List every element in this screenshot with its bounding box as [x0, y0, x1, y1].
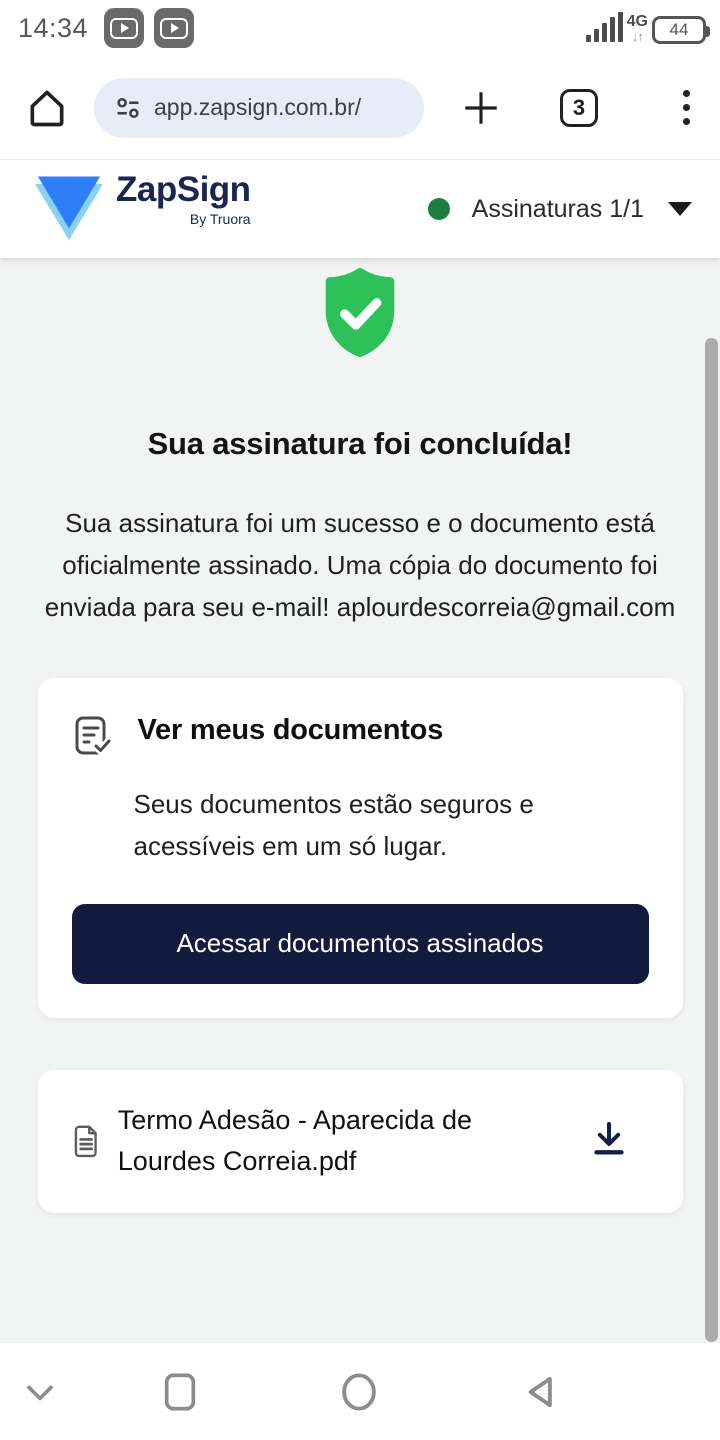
brand-name: ZapSign: [116, 170, 251, 209]
network-type-indicator: 4G ↓↑: [626, 13, 648, 44]
browser-toolbar: [0, 56, 720, 159]
access-signed-documents-button[interactable]: Acessar documentos assinados: [72, 904, 649, 984]
url-text: app.zapsign.com.br/: [154, 94, 362, 120]
status-bar: [0, 0, 720, 56]
signatures-label: Assinaturas 1/1: [471, 194, 644, 223]
browser-menu-button[interactable]: [677, 84, 696, 131]
site-settings-icon: [114, 94, 142, 122]
documents-card-description: Seus documentos estão seguros e acessíveis em um só lugar.: [133, 789, 534, 861]
recent-apps-button[interactable]: [150, 1343, 210, 1440]
home-circle-icon: [338, 1369, 380, 1415]
battery-icon: [652, 16, 706, 44]
android-nav-bar: [0, 1343, 720, 1440]
notification-icons: [104, 8, 194, 48]
signatures-dropdown[interactable]: [428, 195, 692, 224]
tab-switcher-button[interactable]: [560, 89, 598, 127]
documents-card: [38, 678, 683, 1017]
signal-strength-icon: [586, 12, 623, 42]
brand-subtitle: By Truora: [189, 210, 251, 227]
file-icon: [72, 1118, 100, 1164]
clock: 14:34: [18, 12, 89, 43]
download-icon: [589, 1118, 629, 1160]
home-nav-button[interactable]: [329, 1343, 389, 1440]
document-check-icon: [72, 714, 112, 758]
plus-icon: [460, 87, 502, 129]
confirmation-message: Sua assinatura foi um sucesso e o documento está oficialmente assinado. Uma cópia do documento foi enviada para seu e-mail! aplourdescorreia@gmail.com: [44, 508, 676, 623]
scrollbar-thumb[interactable]: [705, 338, 718, 1342]
new-tab-button[interactable]: [458, 85, 504, 131]
page-title: Sua assinatura foi concluída!: [147, 426, 573, 461]
recents-square-icon: [160, 1370, 200, 1414]
video-notification-icon: [154, 8, 194, 48]
shield-check-icon: [318, 266, 402, 366]
kebab-menu-icon: [683, 90, 690, 97]
zapsign-header: [0, 159, 720, 258]
data-arrows-icon: ↓↑: [631, 29, 643, 44]
home-button[interactable]: [22, 83, 72, 133]
chevron-down-icon: [18, 1370, 62, 1414]
back-triangle-icon: [521, 1370, 563, 1414]
status-dot: [428, 198, 450, 220]
download-file-button[interactable]: [583, 1112, 635, 1171]
main-content: [0, 258, 720, 1343]
file-card: [38, 1070, 683, 1214]
address-bar[interactable]: [94, 78, 424, 138]
documents-card-title: Ver meus documentos: [137, 714, 444, 747]
hide-nav-button[interactable]: [10, 1343, 70, 1440]
battery-level: 44: [669, 20, 689, 39]
chevron-down-icon: [668, 202, 692, 216]
tab-count: 3: [572, 94, 586, 120]
zapsign-logo[interactable]: [30, 172, 251, 246]
back-button[interactable]: [512, 1343, 572, 1440]
zapsign-triangle-icon: [30, 172, 108, 246]
file-name: Termo Adesão - Aparecida de Lourdes Correia.pdf: [117, 1104, 472, 1177]
home-icon: [25, 86, 69, 130]
video-notification-icon: [104, 8, 144, 48]
